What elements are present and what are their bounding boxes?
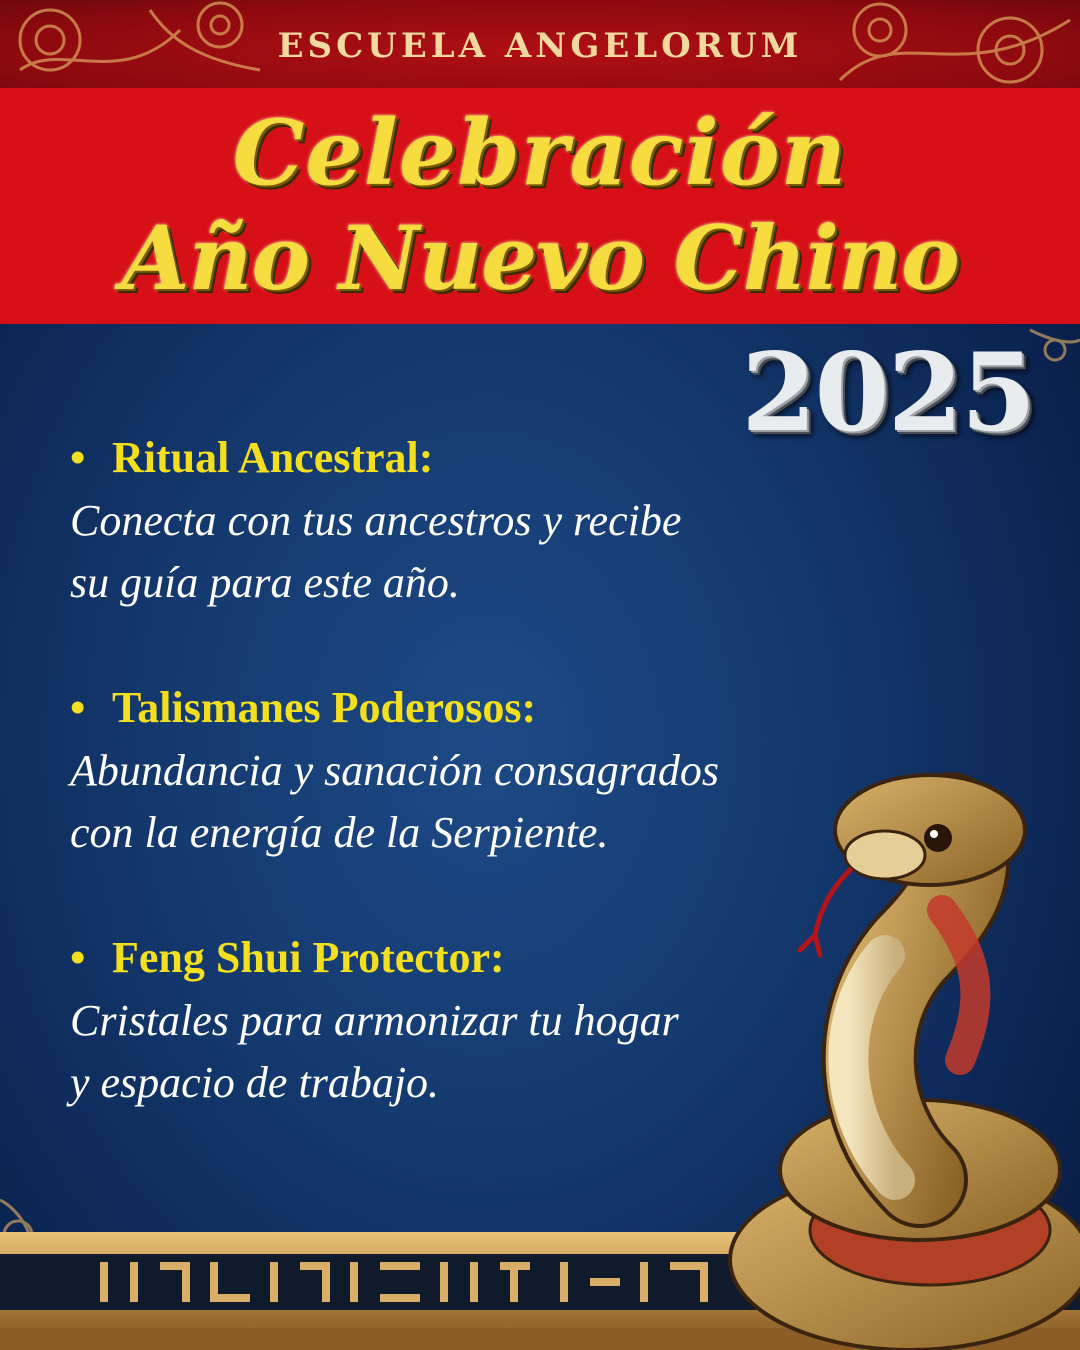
bullet-icon: •	[70, 933, 86, 982]
item-body-line: Abundancia y sanación consagrados	[70, 746, 719, 795]
bullet-icon: •	[70, 433, 86, 482]
item-body-line: con la energía de la Serpiente.	[70, 808, 609, 857]
item-body-line: Conecta con tus ancestros y recibe	[70, 496, 682, 545]
item-heading-text: Feng Shui Protector:	[112, 933, 505, 982]
top-ornament-band	[0, 0, 1080, 88]
bullet-icon: •	[70, 683, 86, 732]
item-body-line: y espacio de trabajo.	[70, 1058, 440, 1107]
item-body-line: Cristales para armonizar tu hogar	[70, 996, 679, 1045]
year-label: 2025	[741, 330, 1034, 456]
item-heading	[70, 682, 890, 734]
list-item-ritual	[70, 432, 890, 614]
item-body-line: su guía para este año.	[70, 558, 460, 607]
item-heading	[70, 432, 890, 484]
brand-name: ESCUELA ANGELORUM	[277, 26, 803, 66]
title-line-2: Año Nuevo Chino	[121, 206, 959, 310]
title-line-1: Celebración	[232, 100, 848, 206]
item-body	[70, 490, 890, 614]
item-heading-text: Talismanes Poderosos:	[112, 683, 537, 732]
snake-illustration	[680, 760, 1080, 1350]
item-heading-text: Ritual Ancestral:	[112, 433, 434, 482]
